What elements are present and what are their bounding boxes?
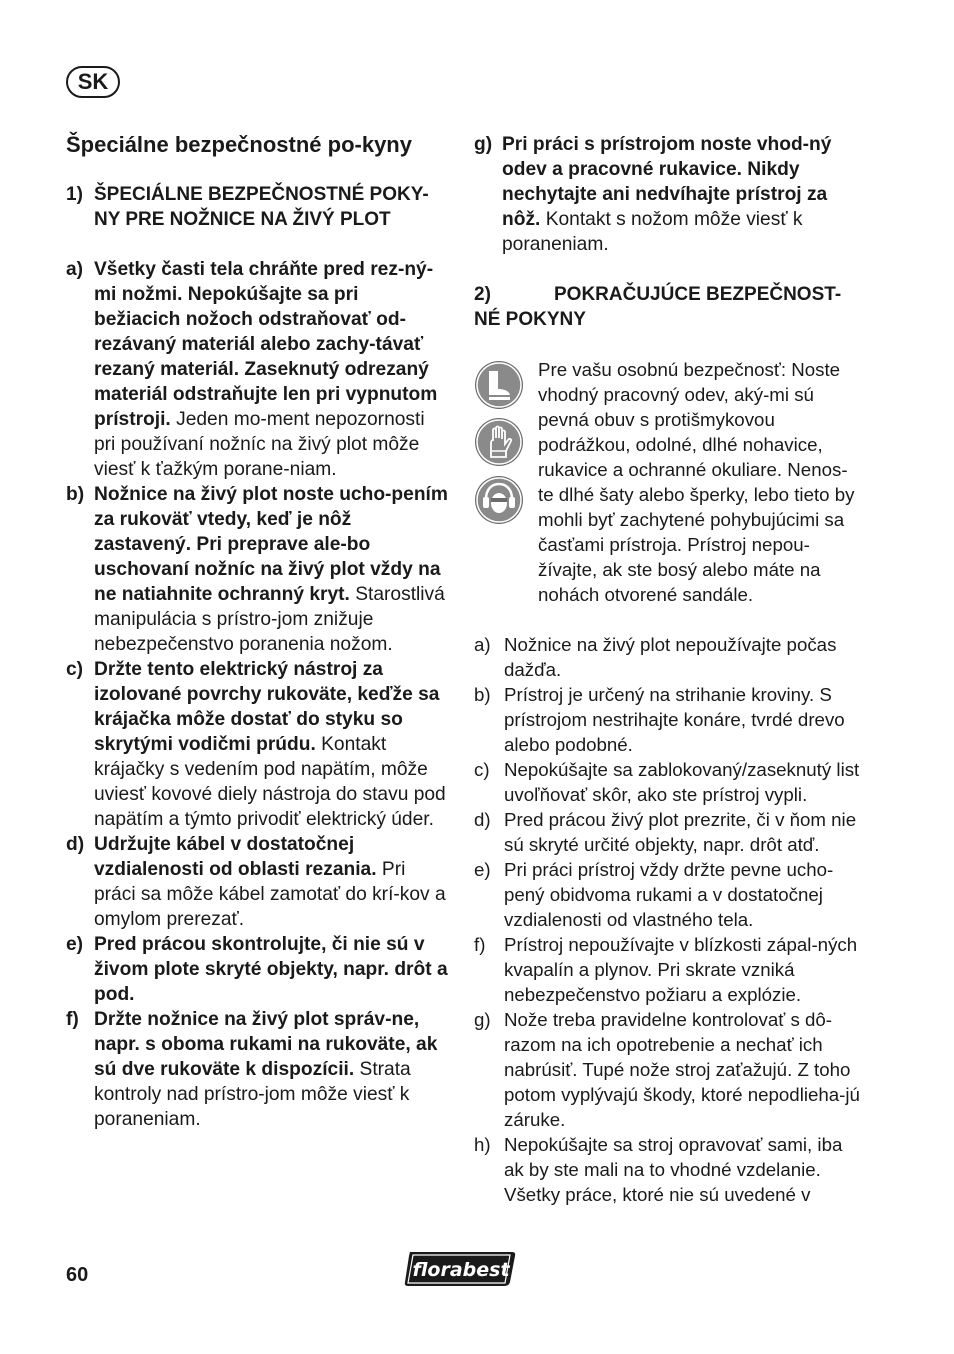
left-column <box>66 132 450 1132</box>
section-1-number: 1) <box>66 184 83 205</box>
item-text: Nepokúšajte sa zablokovaný/zaseknutý list uvoľňovať skôr, ako ste prístroj vypli. <box>504 759 860 805</box>
list-item-e <box>474 857 862 932</box>
section-1-heading <box>66 182 450 232</box>
section-1-heading-line2: NY PRE NOŽNICE NA ŽIVÝ PLOT <box>94 209 391 230</box>
item-label: h) <box>474 1134 491 1155</box>
item-regular-text: Pri práci sa môže kábel zamotať do krí-kov a omylom prerezať. <box>94 859 446 930</box>
item-text: Nože treba pravidelne kontrolovať s dô-razom na ich opotrebenie a nechať ich nabrúsiť. Tupé nože stroj zaťažujú. Z toho potom vyplývajú škody, ktoré nepodlieha-jú záruke. <box>504 1009 860 1130</box>
item-label: a) <box>66 259 84 280</box>
page-number: 60 <box>66 1264 89 1286</box>
section-2-heading <box>474 282 862 332</box>
right-column <box>474 132 862 1207</box>
section-2-heading-line1: POKRAČUJÚCE BEZPEČNOST- <box>554 284 842 305</box>
list-item-d <box>66 832 450 932</box>
item-regular-text: Strata kontroly nad prístro-jom môže viesť k poraneniam. <box>94 1059 411 1130</box>
florabest-logo <box>404 1246 520 1288</box>
ppe-icons <box>474 357 538 607</box>
item-bold-text: Udržujte kábel v dostatočnej vzdialenosti od oblasti rezania. <box>94 834 377 880</box>
item-bold-text: Pri práci s prístrojom noste vhod-ný odev a pracovné rukavice. Nikdy nechytajte ani nedvíhajte prístroj za nôž. <box>502 134 832 230</box>
list-item-c <box>66 657 450 832</box>
item-regular-text: Kontakt s nožom môže viesť k poraneniam. <box>502 209 803 255</box>
section-2-heading-line2: NÉ POKYNY <box>474 309 586 330</box>
item-regular-text: Starostlivá manipulácia s prístro-jom znižuje nebezpečenstvo poranenia nožom. <box>94 584 445 655</box>
item-label: e) <box>474 859 491 880</box>
protective-glove-icon <box>474 417 524 467</box>
item-label: c) <box>66 659 84 680</box>
language-badge: SK <box>66 66 120 98</box>
item-label: g) <box>474 134 493 155</box>
item-text: Prístroj nepoužívajte v blízkosti zápal-ných kvapalín a plynov. Pri skrate vzniká nebezpečenstvo požiaru a explózie. <box>504 934 858 1005</box>
item-label: a) <box>474 634 491 655</box>
item-label: d) <box>474 809 491 830</box>
item-bold-text: Nožnice na živý plot noste ucho-pením za rukoväť vtedy, keď je nôž zastavený. Pri preprave ale-bo uschovaní nožníc na živý plot vždy na ne natiahnite ochranný kryt. <box>94 484 448 605</box>
list-item-f <box>66 1007 450 1132</box>
section-2-number: 2) <box>474 284 491 305</box>
item-label: g) <box>474 1009 491 1030</box>
item-label: e) <box>66 934 84 955</box>
face-ear-protection-icon <box>474 475 524 525</box>
item-label: c) <box>474 759 490 780</box>
list-item-g <box>474 132 862 257</box>
list-item-d <box>474 807 862 857</box>
item-text: Prístroj je určený na strihanie kroviny. S prístrojom nestrihajte konáre, tvrdé drevo alebo podobné. <box>504 684 845 755</box>
item-bold-text: Všetky časti tela chráňte pred rez-ný-mi nožmi. Nepokúšajte sa pri bežiacich nožoch odstraňovať od-rezávaný materiál alebo zachy-távať rezaný materiál. Zaseknutý odrezaný materiál odstraňujte len pri vypnutom prístroji. <box>94 259 438 430</box>
list-item-a <box>474 632 862 682</box>
section-title: Špeciálne bezpečnostné po-kyny <box>66 132 412 157</box>
brand-text: florabest <box>412 1259 510 1281</box>
item-regular-text: Kontakt krájačky s vedením pod napätím, môže uviesť kovové diely nástroja do stavu pod napätím a týmto privodiť elektrický úder. <box>94 734 446 830</box>
list-item-g <box>474 1007 862 1132</box>
item-regular-text: Jeden mo-ment nepozornosti pri používaní nožníc na živý plot môže viesť k ťažkým porane-niam. <box>94 409 425 480</box>
item-text: Nožnice na živý plot nepoužívajte počas dažďa. <box>504 634 837 680</box>
item-text: Pri práci prístroj vždy držte pevne ucho-pený obidvoma rukami a v dostatočnej vzdialenosti od vlastného tela. <box>504 859 834 930</box>
item-label: d) <box>66 834 85 855</box>
section-1-heading-line1: ŠPECIÁLNE BEZPEČNOSTNÉ POKY- <box>94 184 429 205</box>
item-text: Pred prácou živý plot prezrite, či v ňom nie sú skryté určité objekty, napr. drôt atď. <box>504 809 857 855</box>
item-text: Nepokúšajte sa stroj opravovať sami, iba ak by ste mali na to vhodné vzdelanie. Všetky práce, ktoré nie sú uvedené v <box>504 1134 843 1205</box>
safety-boot-icon <box>474 360 524 410</box>
item-bold-text: Pred prácou skontrolujte, či nie sú v živom plote skryté objekty, napr. drôt a pod. <box>94 934 448 1005</box>
item-label: f) <box>474 934 486 955</box>
ppe-text: Pre vašu osobnú bezpečnosť: Noste vhodný pracovný odev, aký-mi sú pevná obuv s protišmykovou podrážkou, odolné, dlhé nohavice, rukavice a ochranné okuliare. Nenos-te dlhé šaty alebo šperky, lebo tieto by mohli byť zachytené pohybujúcimi sa časťami prístroja. Prístroj nepou-žívajte, ak ste bosý alebo máte na nohách otvorené sandále. <box>538 359 855 605</box>
list-item-b <box>66 482 450 657</box>
list-item-h <box>474 1132 862 1207</box>
list-item-a <box>66 257 450 482</box>
item-label: b) <box>66 484 85 505</box>
ppe-block <box>474 357 862 607</box>
item-label: f) <box>66 1009 79 1030</box>
list-item-e <box>66 932 450 1007</box>
list-item-f <box>474 932 862 1007</box>
item-label: b) <box>474 684 491 705</box>
item-bold-text: Držte nožnice na živý plot správ-ne, napr. s oboma rukami na rukoväte, ak sú dve rukoväte k dispozícii. <box>94 1009 438 1080</box>
list-item-c <box>474 757 862 807</box>
item-bold-text: Držte tento elektrický nástroj za izolované povrchy rukoväte, keďže sa krájačka môže dostať do styku so skrytými vodičmi prúdu. <box>94 659 440 755</box>
list-item-b <box>474 682 862 757</box>
